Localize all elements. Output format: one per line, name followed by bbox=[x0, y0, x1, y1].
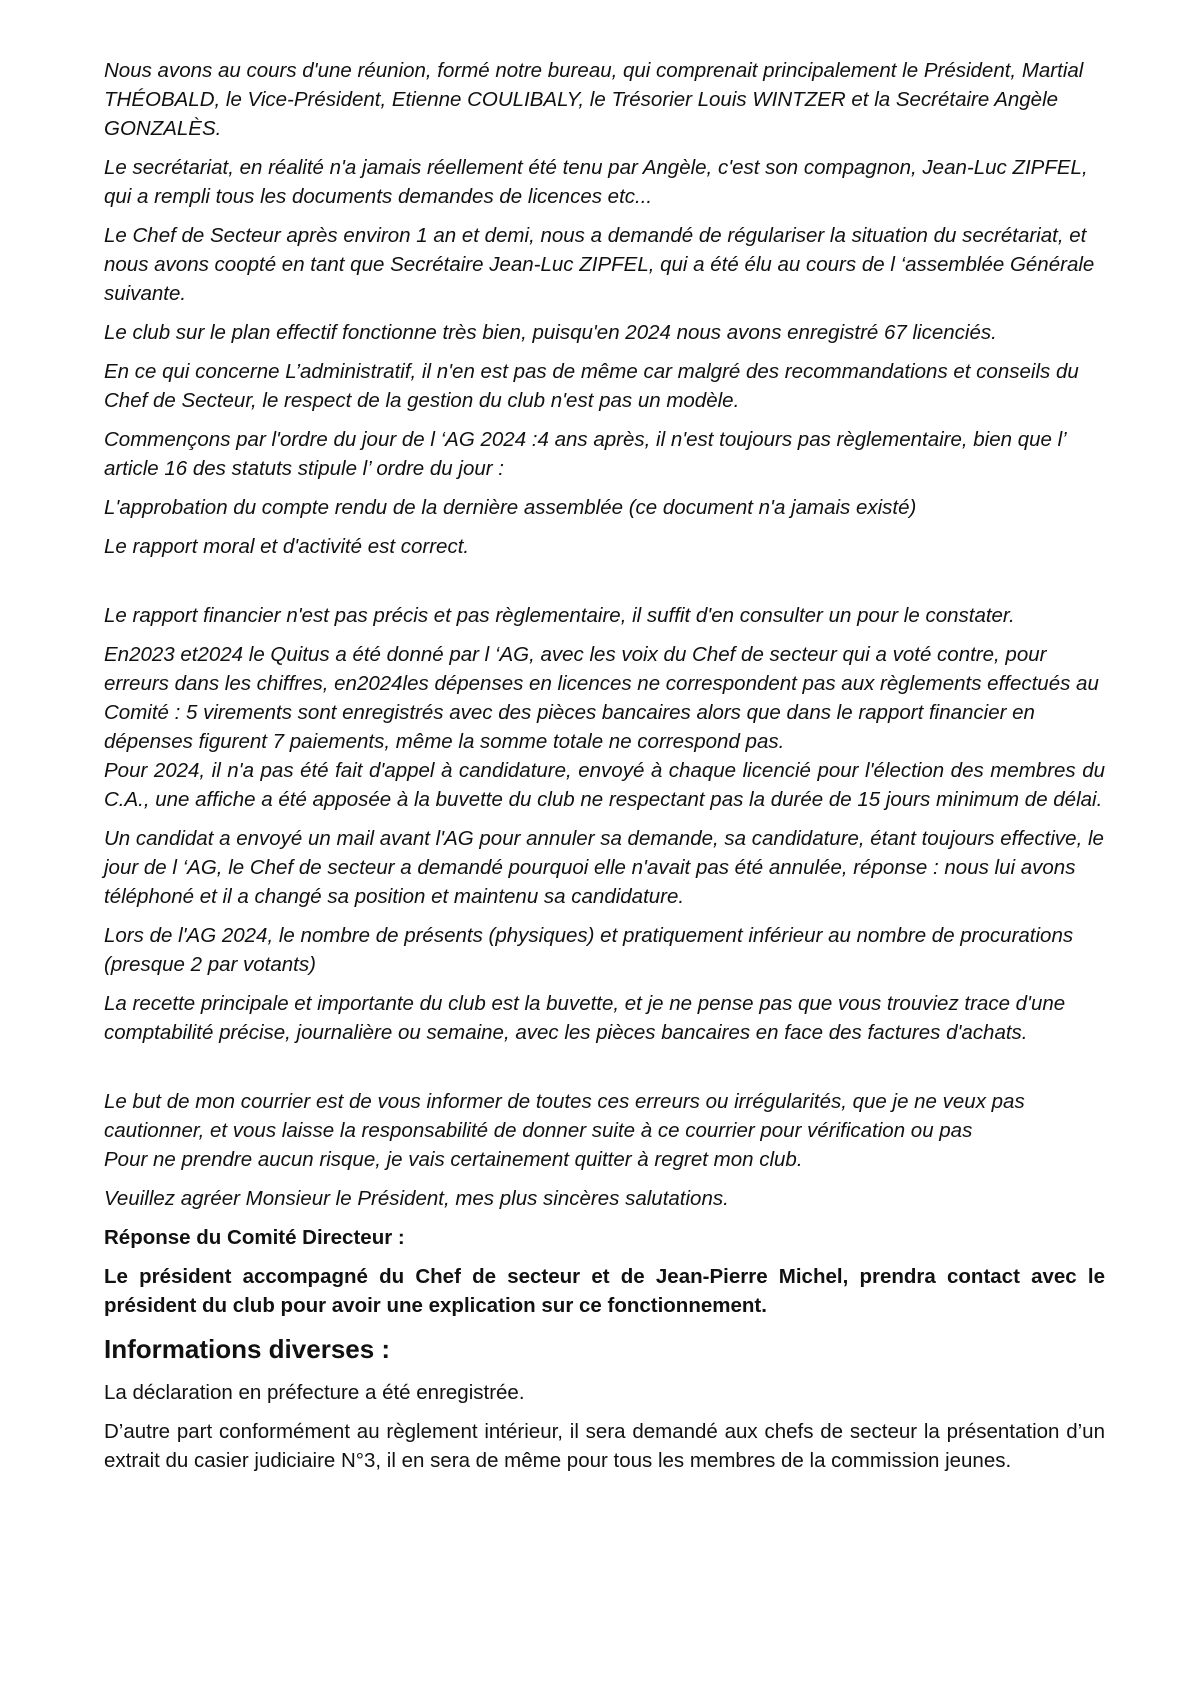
informations-casier-judiciaire: D’autre part conformément au règlement intérieur, il sera demandé aux chefs de secteur la présentation d’un extrait du casier judiciaire N°3, il en sera de même pour tous les membres de la commission jeunes. bbox=[104, 1420, 1105, 1472]
paragraph-quitter-club: Pour ne prendre aucun risque, je vais certainement quitter à regret mon club. bbox=[104, 1148, 803, 1171]
response-text: Le président accompagné du Chef de secteur et de Jean-Pierre Michel, prendra contact avec le président du club pour avoir une explication sur ce fonctionnement. bbox=[104, 1265, 1105, 1317]
paragraph-administratif: En ce qui concerne L’administratif, il n'en est pas de même car malgré des recommandations et conseils du Chef de Secteur, le respect de la gestion du club n'est pas un modèle. bbox=[104, 360, 1079, 412]
paragraph-quitus: En2023 et2024 le Quitus a été donné par l ‘AG, avec les voix du Chef de secteur qui a voté contre, pour erreurs dans les chiffres, en2024les dépenses en licences ne correspondent pas aux règlements effectués au Comité : 5 virements sont enregistrés avec des pièces bancaires alors que dans le rapport financier en dépenses figurent 7 paiements, même la somme totale ne correspond pas. bbox=[104, 643, 1099, 753]
paragraph-rapport-financier: Le rapport financier n'est pas précis et pas règlementaire, il suffit d'en consulter un pour le constater. bbox=[104, 604, 1015, 627]
paragraph-but-courrier: Le but de mon courrier est de vous informer de toutes ces erreurs ou irrégularités, que je ne veux pas cautionner, et vous laisse la responsabilité de donner suite à ce courrier pour vérification ou pas bbox=[104, 1090, 1025, 1142]
paragraph-rapport-moral: Le rapport moral et d'activité est correct. bbox=[104, 535, 470, 558]
paragraph-ordre-du-jour: Commençons par l'ordre du jour de l ‘AG 2024 :4 ans après, il n'est toujours pas règlementaire, bien que l’ article 16 des statuts stipule l’ ordre du jour : bbox=[104, 428, 1066, 480]
paragraph-approbation: L'approbation du compte rendu de la dernière assemblée (ce document n'a jamais existé) bbox=[104, 496, 917, 519]
response-heading: Réponse du Comité Directeur : bbox=[104, 1226, 405, 1249]
paragraph-effectif: Le club sur le plan effectif fonctionne très bien, puisqu'en 2024 nous avons enregistré 67 licenciés. bbox=[104, 321, 997, 344]
paragraph-salutations: Veuillez agréer Monsieur le Président, mes plus sincères salutations. bbox=[104, 1187, 729, 1210]
paragraph-secretariat: Le secrétariat, en réalité n'a jamais réellement été tenu par Angèle, c'est son compagnon, Jean-Luc ZIPFEL, qui a rempli tous les documents demandes de licences etc... bbox=[104, 156, 1088, 208]
paragraph-candidature: Pour 2024, il n'a pas été fait d'appel à candidature, envoyé à chaque licencié pour l'élection des membres du C.A., une affiche a été apposée à la buvette du club ne respectant pas la durée de 15 jours minimum de délai. bbox=[104, 759, 1105, 811]
paragraph-candidat-mail: Un candidat a envoyé un mail avant l'AG pour annuler sa demande, sa candidature, étant toujours effective, le jour de l ‘AG, le Chef de secteur a demandé pourquoi elle n'avait pas été annulée, réponse : nous lui avons téléphoné et il a changé sa position et maintenu sa candidature. bbox=[104, 827, 1104, 908]
informations-heading: Informations diverses : bbox=[104, 1334, 391, 1364]
paragraph-chef-de-secteur: Le Chef de Secteur après environ 1 an et demi, nous a demandé de régulariser la situation du secrétariat, et nous avons coopté en tant que Secrétaire Jean-Luc ZIPFEL, qui a été élu au cours de l ‘assemblée Générale suivante. bbox=[104, 224, 1095, 305]
paragraph-presents: Lors de l'AG 2024, le nombre de présents (physiques) et pratiquement inférieur au nombre de procurations (presque 2 par votants) bbox=[104, 924, 1074, 976]
informations-declaration: La déclaration en préfecture a été enregistrée. bbox=[104, 1381, 525, 1404]
paragraph-bureau: Nous avons au cours d'une réunion, formé notre bureau, qui comprenait principalement le Président, Martial THÉOBALD, le Vice-Président, Etienne COULIBALY, le Trésorier Louis WINTZER et la Secrétaire Angèle GONZALÈS. bbox=[104, 59, 1084, 140]
paragraph-buvette: La recette principale et importante du club est la buvette, et je ne pense pas que vous trouviez trace d'une comptabilité précise, journalière ou semaine, avec les pièces bancaires en face des factures d'achats. bbox=[104, 992, 1066, 1044]
